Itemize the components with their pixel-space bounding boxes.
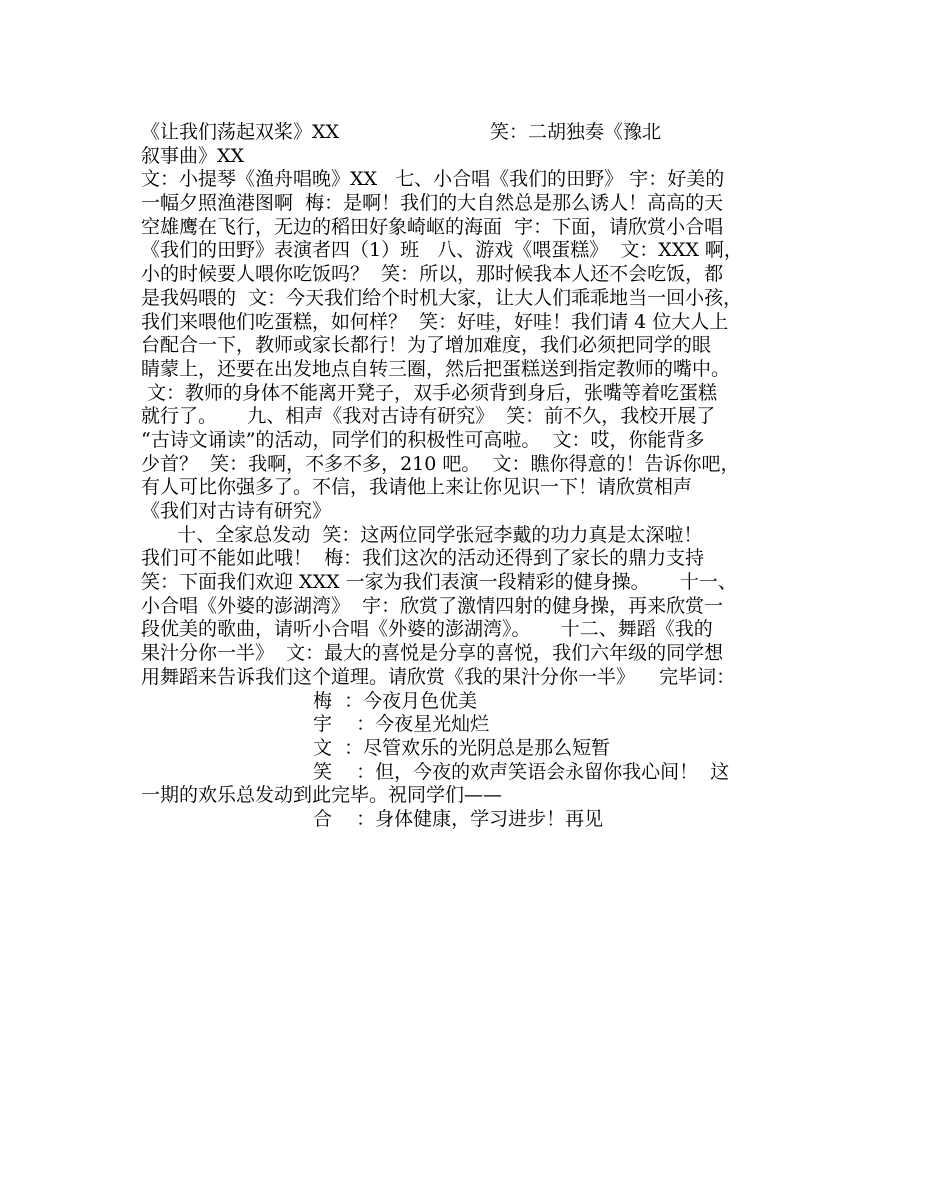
text-line: 《我们的田野》表演者四（1）班 八、游戏《喂蛋糕》 文：XXX 啊， bbox=[141, 239, 743, 262]
text-line: 我们可不能如此哦！ 梅：我们这次的活动还得到了家长的鼎力支持 bbox=[141, 547, 705, 570]
text-line: 就行了。 九、相声《我对古诗有研究》 笑：前不久，我校开展了 bbox=[141, 405, 716, 428]
text-line: 果汁分你一半》 文：最大的喜悦是分享的喜悦，我们六年级的同学想 bbox=[141, 642, 724, 665]
text-line: 《让我们荡起双桨》XX 笑：二胡独奏《豫北 bbox=[141, 121, 662, 143]
closing-line: 梅 ：今夜月色优美 bbox=[313, 689, 478, 712]
text-line: 文：教师的身体不能离开凳子，双手必须背到身后，张嘴等着吃蛋糕 bbox=[141, 381, 718, 404]
text-line: 一幅夕照渔港图啊 梅：是啊！我们的大自然总是那么诱人！高高的天 bbox=[141, 192, 724, 215]
text-line: 少首？ 笑：我啊，不多不多，210 吧。 文：瞧你得意的！告诉你吧， bbox=[141, 452, 740, 475]
document-body bbox=[141, 121, 821, 832]
text-line: 小的时候要人喂你吃饭吗？ 笑：所以，那时候我本人还不会吃饭，都 bbox=[141, 263, 724, 286]
closing-continuation: 一期的欢乐总发动到此完毕。祝同学们—— bbox=[141, 784, 503, 807]
text-line: 用舞蹈来告诉我们这个道理。请欣赏《我的果汁分你一半》 完毕词： bbox=[141, 665, 736, 688]
text-line: 我们来喂他们吃蛋糕，如何样？ 笑：好哇，好哇！我们请 4 位大人上 bbox=[141, 310, 729, 333]
text-line: 文：小提琴《渔舟唱晚》XX 七、小合唱《我们的田野》 宇：好美的 bbox=[141, 168, 725, 191]
text-line: 有人可比你强多了。不信，我请他上来让你见识一下！请欣赏相声 bbox=[141, 476, 693, 499]
text-line: “古诗文诵读”的活动，同学们的积极性可高啦。 文：哎，你能背多 bbox=[141, 428, 705, 451]
text-line: 小合唱《外婆的澎湖湾》 宇：欣赏了激情四射的健身操，再来欣赏一 bbox=[141, 594, 724, 617]
text-line: 台配合一下，教师或家长都行！为了增加难度，我们必须把同学的眼 bbox=[141, 334, 712, 357]
text-line: 段优美的歌曲，请听小合唱《外婆的澎湖湾》。 十二、舞蹈《我的 bbox=[141, 618, 713, 641]
text-line: 是我妈喂的 文：今天我们给个时机大家，让大人们乖乖地当一回小孩， bbox=[141, 286, 743, 309]
text-line: 睛蒙上，还要在出发地点自转三圈，然后把蛋糕送到指定教师的嘴中。 bbox=[141, 357, 731, 380]
closing-line: 文 ：尽管欢乐的光阴总是那么短暂 bbox=[313, 736, 611, 759]
text-line: 叙事曲》XX bbox=[141, 144, 245, 167]
text-line: 笑：下面我们欢迎 XXX 一家为我们表演一段精彩的健身操。 十一、 bbox=[141, 571, 737, 594]
closing-line: 宇 ：今夜星光灿烂 bbox=[313, 713, 490, 736]
text-line: 十、全家总发动 笑：这两位同学张冠李戴的功力真是太深啦！ bbox=[141, 523, 703, 546]
text-line: 空雄鹰在飞行，无边的稻田好象崎岖的海面 宇：下面，请欣赏小合唱 bbox=[141, 215, 724, 238]
text-line: 《我们对古诗有研究》 bbox=[141, 500, 332, 522]
closing-line: 笑 ：但，今夜的欢声笑语会永留你我心间！ 这 bbox=[313, 760, 730, 783]
final-line: 合 ：身体健康，学习进步！再见 bbox=[313, 807, 604, 830]
